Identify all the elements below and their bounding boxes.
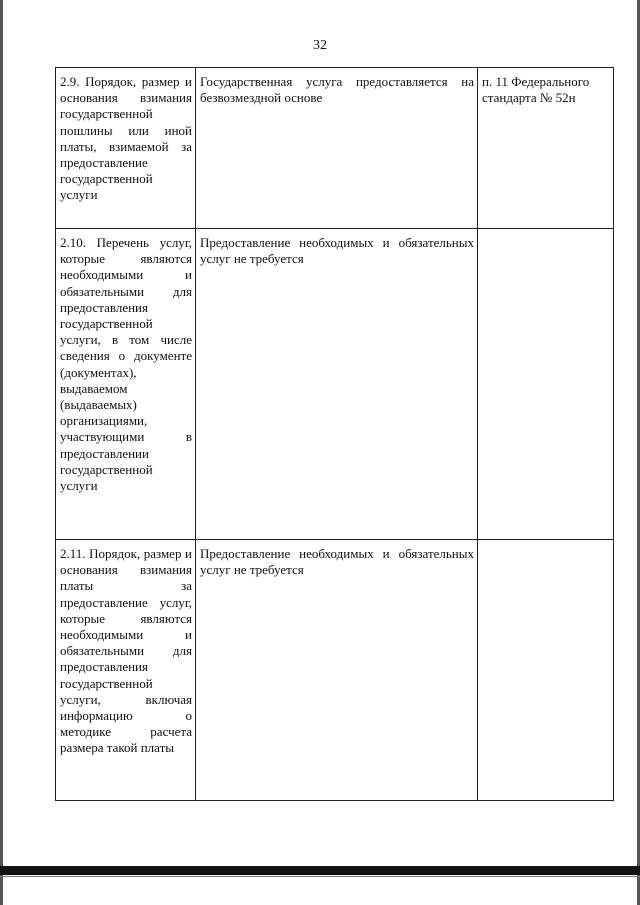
reference-cell — [478, 229, 614, 540]
reference-cell — [478, 540, 614, 801]
description-cell: Государственная услуга предоставляется на безвозмездной основе — [196, 68, 478, 229]
table-row — [56, 68, 614, 229]
scan-bottom-line — [0, 876, 640, 877]
reference-cell: п. 11 Федерального стандарта № 52н — [478, 68, 614, 229]
table-row — [56, 540, 614, 801]
section-cell: 2.10. Перечень услуг, которые являются необходимыми и обязательными для предоставления государственной услуги, в том числе сведения о документе (документах), выдаваемом (выдаваемых) организациями, участвующими в предоставлении государственной услуги — [56, 229, 196, 540]
document-table — [55, 67, 614, 801]
section-cell: 2.11. Порядок, размер и основания взимания платы за предоставление услуг, которые являются необходимыми и обязательными для предоставления государственной услуги, включая информацию о методике расчета размера такой платы — [56, 540, 196, 801]
description-cell: Предоставление необходимых и обязательных услуг не требуется — [196, 229, 478, 540]
scan-bottom-band — [0, 866, 640, 875]
page-number: 32 — [313, 38, 327, 53]
description-cell: Предоставление необходимых и обязательных услуг не требуется — [196, 540, 478, 801]
scan-edge-left — [0, 0, 3, 905]
table-row — [56, 229, 614, 540]
section-cell: 2.9. Порядок, размер и основания взимания государственной пошлины или иной платы, взимаемой за предоставление государственной услуги — [56, 68, 196, 229]
